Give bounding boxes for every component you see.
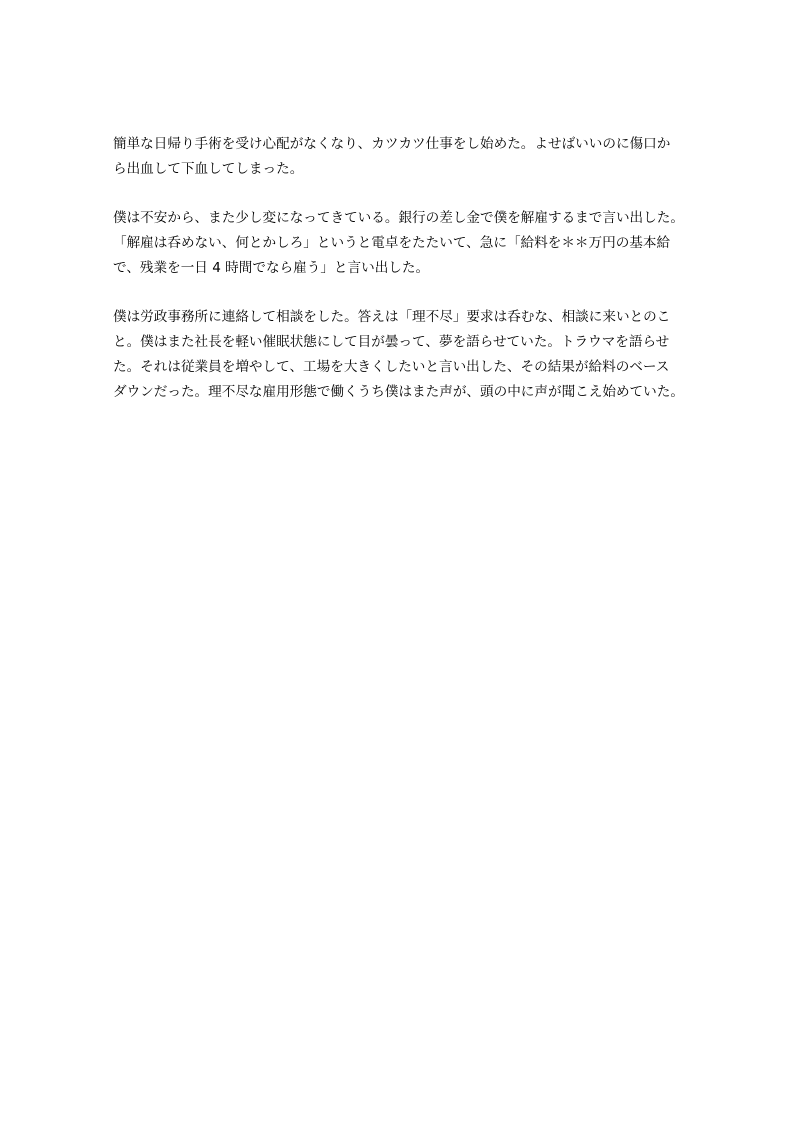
text-line: 僕は労政事務所に連絡して相談をした。答えは「理不尽」要求は呑むな、相談に来いとのこ <box>113 309 671 325</box>
text-line: と。僕はまた社長を軽い催眠状態にして目が曇って、夢を語らせていた。トラウマを語らせ <box>113 334 670 350</box>
paragraph-2 <box>113 206 693 281</box>
paragraph-3 <box>113 305 693 405</box>
text-line: 簡単な日帰り手術を受け心配がなくなり、カツカツ仕事をし始めた。よせばいいのに傷口か <box>113 136 671 152</box>
document-body <box>113 132 693 429</box>
text-line: た。それは従業員を増やして、工場を大きくしたいと言い出した、その結果が給料のベース <box>113 359 670 375</box>
text-line: ダウンだった。理不尽な雇用形態で働くうち僕はまた声が、頭の中に声が聞こえ始めていた。 <box>113 384 684 400</box>
text-line: ら出血して下血してしまった。 <box>113 161 304 177</box>
paragraph-1 <box>113 132 693 182</box>
text-line: 「解雇は呑めない、何とかしろ」というと電卓をたたいて、急に「給料を＊＊万円の基本給 <box>113 235 671 251</box>
text-line: で、残業を一日 4 時間でなら雇う」と言い出した。 <box>113 260 430 276</box>
text-line: 僕は不安から、また少し変になってきている。銀行の差し金で僕を解雇するまで言い出した。 <box>113 210 684 226</box>
